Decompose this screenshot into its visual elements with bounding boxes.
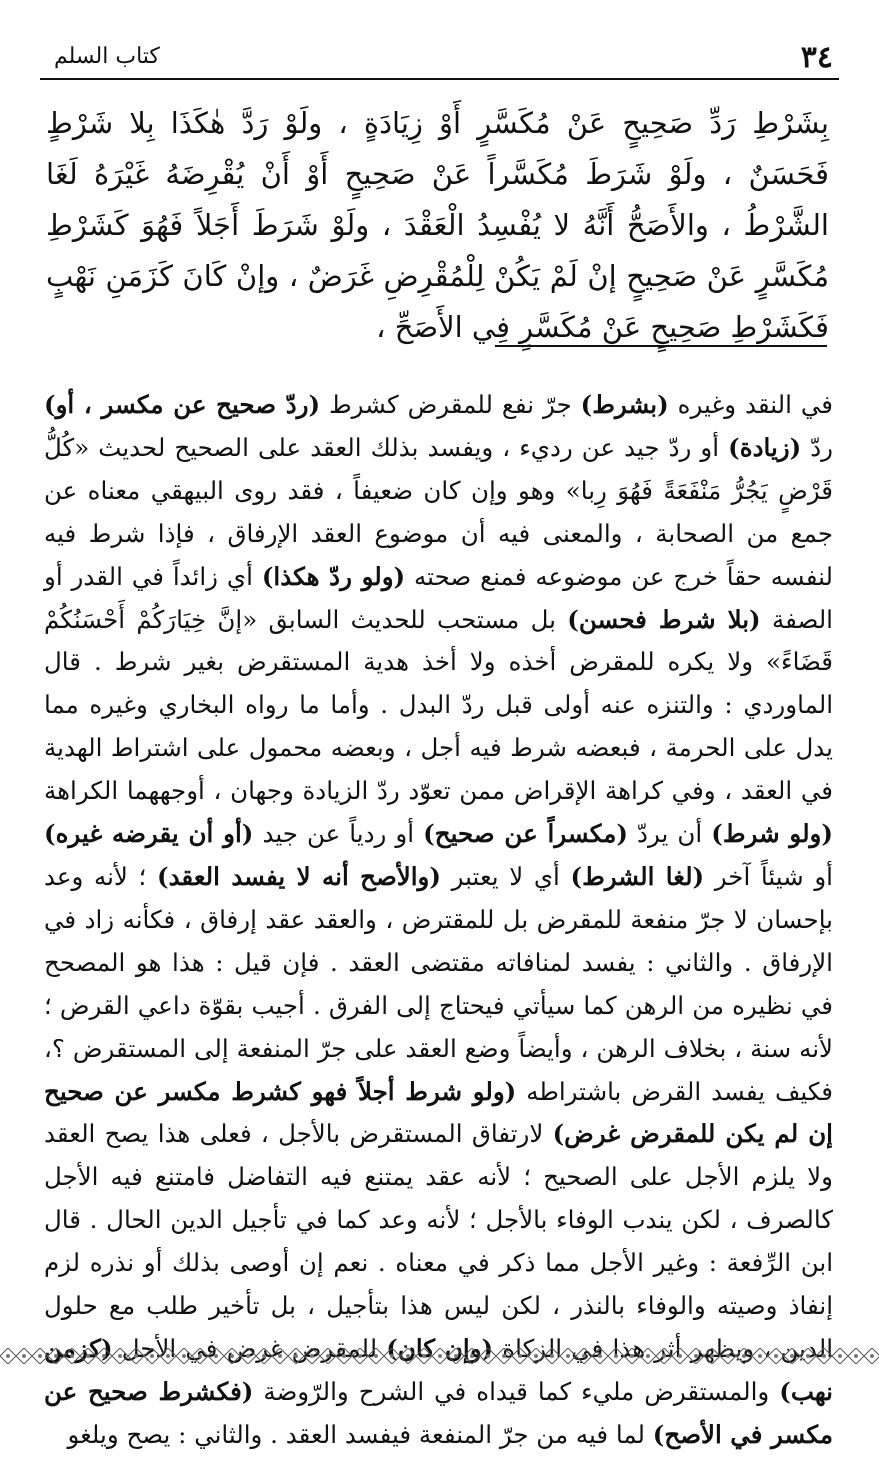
footer-ornament <box>0 1348 879 1364</box>
quoted-matn-segment: (والأصح أنه لا يفسد العقد) <box>156 861 441 891</box>
commentary-segment: ؛ لأنه وعد بإحسان لا جرّ منفعة للمقرض بل للمقترض ، والعقد عقد إرفاق ، فكأنه زاد في الإرفاق . والثاني : يفسد لمنافاته مقتضى العقد . فإن قيل : هذا هو المصحح في نظيره من الرهن كما سيأتي فيحتاج إلى الفرق . أجيب بقوّة داعي القرض ؛ لأنه سنة ، بخلاف الرهن ، وأيضاً وضع العقد على جرّ المنفعة إلى المستقرض ؟، فكيف يفسد القرض باشتراطه <box>44 861 833 1106</box>
commentary-segment: أي لا يعتبر <box>440 861 571 891</box>
commentary-segment: أو شيئاً آخر <box>704 861 833 891</box>
commentary-text <box>44 384 833 1457</box>
quoted-matn-segment: (زيادة) <box>728 432 802 462</box>
commentary-segment: جرّ نفع للمقرض كشرط <box>320 390 581 419</box>
main-text-paragraph: بِشَرْطِ رَدِّ صَحِيحٍ عَنْ مُكَسَّرٍ أَوْ زِيَادَةٍ ، ولَوْ رَدَّ هٰكَذَا بِلا شَرْطٍ فَحَسَنٌ ، ولَوْ شَرَطَ مُكَسَّراً عَنْ صَحِيحٍ أَوْ أَنْ يُقْرِضَهُ غَيْرَهُ لَغَا الشَّرْطُ ، والأَصَحُّ أَنَّهُ لا يُفْسِدُ الْعَقْدَ ، ولَوْ شَرَطَ أَجَلاً فَهُوَ كَشَرْطِ مُكَسَّرٍ عَنْ صَحِيحٍ إنْ لَمْ يَكُنْ لِلْمُقْرِضِ غَرَضٌ ، وإنْ كَانَ كَزَمَنِ نَهْبٍ فَكَشَرْطِ صَحِيحٍ عَنْ مُكَسَّرٍ فِي الأَصَحِّ ، <box>46 106 829 344</box>
commentary-segment: ردّ <box>801 432 834 462</box>
quoted-matn-segment: (بلا شرط فحسن) <box>567 604 761 634</box>
page-header <box>40 38 839 80</box>
quoted-matn-segment: (ولو ردّ هكذا) <box>261 561 406 591</box>
commentary-segment: لارتفاق المستقرض بالأجل ، فعلى هذا يصح العقد ولا يلزم الأجل على الصحيح ؛ لأنه عقد يمتنع فيه التفاضل فامتنع فيه الأجل كالصرف ، لكن يندب الوفاء بالأجل ؛ لأنه وعد كما في تأجيل الدين الحال . قال ابن الرِّفعة : وغير الأجل مما ذكر في معناه . نعم إن أوصى بذلك أو نذره لزم إنفاذ وصيته والوفاء بالنذر ، لكن ليس هذا بتأجيل ، بل تأخير طلب مع حلول <box>44 1119 833 1321</box>
quoted-matn-segment: (لغا الشرط) <box>570 861 705 891</box>
quoted-matn-segment: (فكشرط صحيح عن مكسر في الأصح) <box>44 1376 833 1449</box>
commentary-segment: أن يردّ <box>627 819 712 849</box>
quoted-matn-segment: (ردّ صحيح عن مكسر ، أو) <box>44 390 321 419</box>
quoted-matn-segment: (ولو شرط) <box>711 819 833 849</box>
commentary-segment: أو ردياً عن جيد <box>253 819 424 849</box>
commentary-segment: أو ردّ جيد عن رديء ، ويفسد بذلك العقد على الصحيح لحديث «كُلُّ قَرْضٍ يَجُرُّ مَنْفَعَةً فَهُوَ رِبا» وهو وإن كان ضعيفاً ، فقد روى البيهقي معناه عن جمع من الصحابة ، والمعنى فيه أن موضوع العقد الإرفاق ، فإذا شرط فيه لنفسه حقاً خرج عن موضوعه فمنع صحته <box>44 432 833 591</box>
main-text <box>46 98 829 353</box>
page-number: ٣٤ <box>800 40 833 75</box>
section-divider <box>495 345 827 347</box>
quoted-matn-segment: (بشرط) <box>580 390 669 419</box>
quoted-matn-segment: نهب) <box>779 1376 833 1406</box>
commentary-segment: لما فيه من جرّ المنفعة فيفسد العقد . والثاني : يصح ويلغو <box>67 1419 653 1449</box>
quoted-matn-segment: (ولو شرط أجلاً فهو كشرط مكسر عن صحيح إن لم يكن للمقرض غرض) <box>44 1076 833 1149</box>
quoted-matn-segment: (مكسراً عن صحيح) <box>423 819 628 849</box>
commentary-segment: بل مستحب للحديث السابق «إنَّ خِيَارَكُمْ أَحْسَنُكُمْ قَضَاءً» ولا يكره للمقرض أخذه ولا أخذ هدية المستقرض بغير شرط . قال الماوردي : والتنزه عنه أولى قبل ردّ البدل . وأما ما رواه البخاري وغيره مما يدل على الحرمة ، فبعضه شرط فيه أجل ، وبعضه محمول على اشتراط الهدية في العقد ، وفي كراهة الإقراض ممن تعوّد ردّ الزيادة وجهان ، أوجههما الكراهة <box>44 604 833 806</box>
commentary-paragraph <box>44 384 833 1457</box>
commentary-segment: في النقد وغيره <box>668 390 833 419</box>
quoted-matn-segment: (أو أن يقرضه غيره) <box>44 819 254 849</box>
commentary-segment: أي زائداً في القدر أو الصفة <box>44 561 833 634</box>
ornament-border-graphic <box>0 1348 879 1364</box>
running-title: كتاب السلم <box>54 44 160 69</box>
commentary-segment: والمستقرض مليء كما قيداه في الشرح والرّوضة <box>253 1376 780 1406</box>
